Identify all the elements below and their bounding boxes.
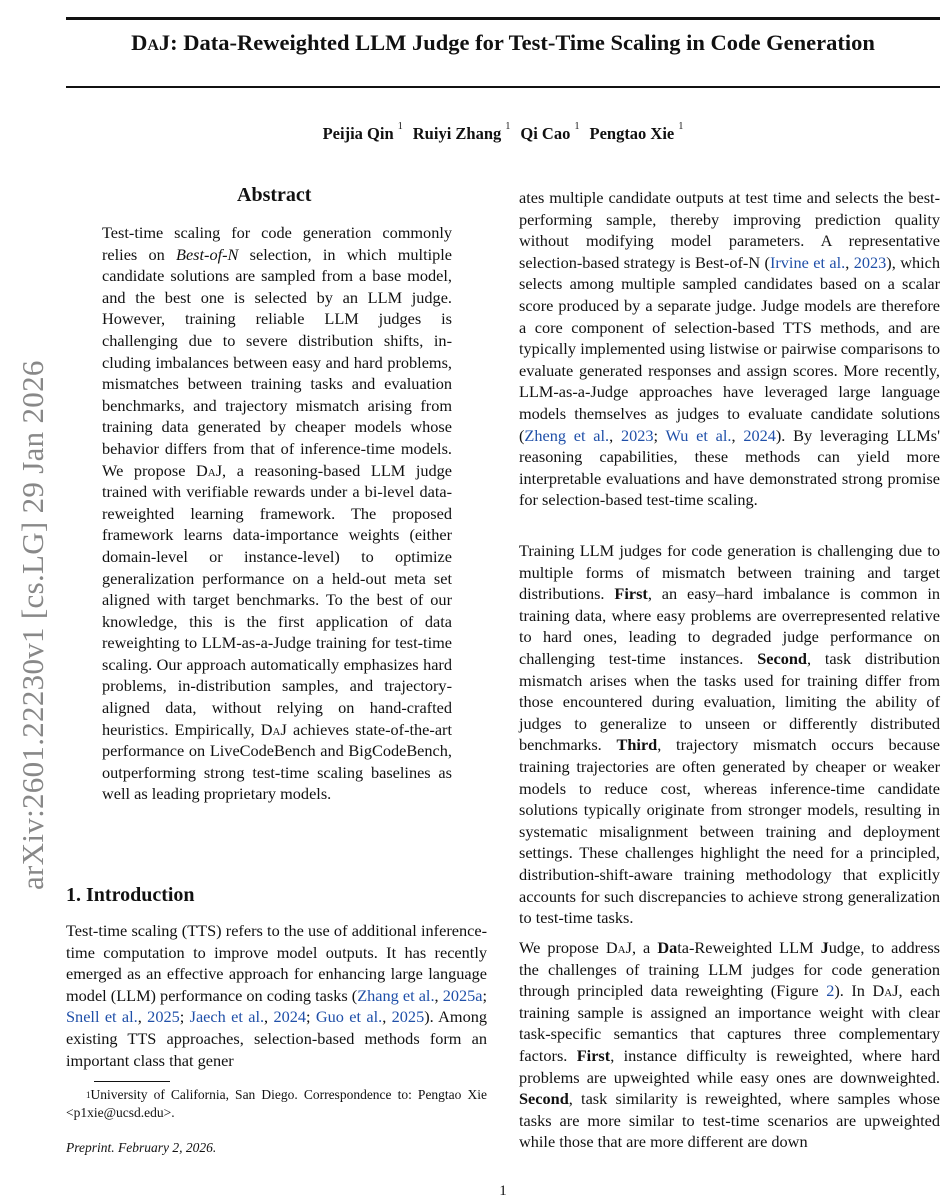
citation-link[interactable]: Snell et al. [66, 1007, 138, 1027]
preprint-note: Preprint. February 2, 2026. [66, 1140, 217, 1155]
footnote-mark: 1 [86, 1090, 91, 1100]
bold-text: First [614, 584, 648, 604]
text-run: We propose [519, 938, 606, 957]
citation-link[interactable]: 2023 [853, 252, 887, 272]
text-run: Test-time scaling for code generation commonly relies on [102, 223, 452, 264]
intro-paragraph [519, 937, 940, 1153]
text-run: , [609, 425, 621, 445]
text-run: ; [482, 985, 488, 1005]
text-run: ; [306, 1007, 316, 1027]
author-name: Qi Cao [520, 124, 571, 143]
citation-link[interactable]: 2024 [743, 425, 776, 445]
citation-link[interactable]: 2023 [620, 425, 654, 445]
text-run: , instance difficulty is reweighted, where hard problems are upweighted while easy ones are downweighted. [519, 1045, 941, 1087]
bold-text: First [576, 1045, 611, 1065]
top-rule [66, 17, 940, 20]
text-run: ; [179, 1007, 190, 1027]
citation-link[interactable]: 2025 [147, 1007, 180, 1027]
bold-text: Third [616, 735, 658, 755]
bold-text: Second [519, 1089, 569, 1109]
introduction-heading: 1. Introduction [66, 884, 195, 906]
text-run: , task distribution mismatch arises when the tasks used for training differ from those encountered during evaluation, limiting the ability of judges to generalize to unseen or differently distributed benchmarks. [519, 648, 940, 755]
intro-paragraph [66, 920, 487, 1071]
author [412, 121, 511, 143]
intro-paragraph [519, 540, 940, 929]
citation-link[interactable]: Zhang et al. [357, 985, 435, 1005]
text-run: ates multiple candidate outputs at test time and selects the best-performing sample, thereby improving prediction quality without modifying model parameters. A representative selection-based strategy is Best-of-N ( [519, 188, 940, 272]
text-run: ). Among existing TTS approaches, selection-based methods form an important class that gener [66, 1007, 487, 1070]
text-run: Test-time scaling (TTS) refers to the use of additional inference-time computation to improve model outputs. It has recently emerged as an effective approach for enhancing large language model (LLM) performance on coding tasks ( [66, 921, 487, 1005]
citation-link[interactable]: 2025 [391, 1007, 425, 1027]
author-list [0, 121, 942, 144]
author-name: Pengtao Xie [589, 124, 675, 143]
text-run: , [264, 1007, 274, 1027]
author-affiliation-mark: 1 [574, 121, 580, 132]
footnote-rule [94, 1081, 170, 1082]
method-name: DaJ [260, 719, 287, 739]
text-run: ). In [834, 981, 873, 1001]
author [589, 121, 684, 143]
citation-link[interactable]: 2 [826, 981, 835, 1001]
text-run: , [434, 985, 443, 1005]
text-run: , an easy–hard imbalance is common in training data, where easy problems are overrepresented relative to hard ones, leading to degraded judge performance on challenging test-time instances. [519, 584, 940, 668]
author-affiliation-mark: 1 [678, 121, 684, 132]
text-run: , [382, 1007, 392, 1027]
abstract-heading: Abstract [237, 184, 312, 206]
text-run: selection, in which multiple candidate solutions are sampled from a base model, and the best one is selected by an LLM judge. However, training reliable LLM judges is challenging due to severe distribution shifts, including imbalances between easy and hard problems, mismatches between training tasks and evaluation benchmarks, and trajectory mismatch arising from training data generated by cheaper models whose behavior differs from that of inference-time models. We propose [102, 244, 453, 480]
text-run: ta-Reweighted LLM [677, 938, 821, 957]
footnote-text: University of California, San Diego. Correspondence to: Pengtao Xie <p1xie@ucsd.edu>. [66, 1087, 487, 1120]
text-run: , [845, 252, 854, 272]
abstract-body [102, 222, 452, 805]
text-run: Training LLM judges for code generation is challenging due to multiple forms of mismatch between training and target distributions. [519, 541, 940, 604]
citation-link[interactable]: Guo et al. [315, 1007, 383, 1027]
citation-link[interactable]: Jaech et al. [189, 1007, 265, 1027]
arxiv-identifier: arXiv:2601.22230v1 [cs.LG] 29 Jan 2026 [15, 360, 50, 890]
text-run: ; [653, 425, 666, 445]
bold-text: Second [757, 648, 807, 668]
method-name: DaJ [872, 981, 899, 1001]
text-run: , a [631, 938, 658, 957]
method-name: DaJ [196, 460, 223, 480]
text-run: ). By leveraging LLMs' reasoning capabilities, these methods can yield more interpretable evaluations and have demonstrated strong promise for selection-based test-time scaling. [519, 425, 940, 510]
citation-link[interactable]: Irvine et al. [769, 252, 846, 272]
citation-link[interactable]: Zheng et al. [524, 425, 610, 445]
citation-link[interactable]: 2025a [442, 985, 483, 1005]
paper-title [66, 30, 940, 56]
text-run: , trajectory mismatch occurs because training trajectories are often generated by cheaper or weaker models to reduce cost, whereas inference-time candidate solutions typically originate from stronger models, resulting in systematic misalignment between training and deployment settings. These challenges highlight the need for a principled, distribution-shift-aware training methodology that explicitly accounts for such discrepancies to achieve strong generalization to test-time tasks. [519, 735, 941, 928]
title-rule [66, 86, 940, 88]
page-number: 1 [499, 1183, 507, 1199]
title-acronym: DaJ [131, 30, 171, 55]
citation-link[interactable]: Wu et al. [665, 425, 732, 445]
text-run: , task similarity is reweighted, where samples whose tasks are more similar to test-time scenarios are upweighted while those that are more different are down [519, 1089, 940, 1152]
bold-text: Da [657, 938, 678, 957]
author-name: Ruiyi Zhang [412, 124, 502, 143]
title-text: : Data-Reweighted LLM Judge for Test-Time Scaling in Code Generation [170, 30, 875, 55]
citation-link[interactable]: 2024 [273, 1007, 307, 1027]
author-affiliation-mark: 1 [397, 121, 403, 132]
text-run: ), which selects among multiple sampled candidates based on a scalar score produced by a separate judge. Judge models are therefore a core component of selection-based TTS methods, and are typically implemented using listwise or pairwise comparisons to evaluate generated responses and assign scores. More recently, LLM-as-a-Judge approaches have leveraged large language models themselves as judges to evaluate candidate solutions ( [519, 252, 940, 445]
text-run: , each training sample is assigned an importance weight with clear task-specific semantics that captures three complementary factors. [519, 981, 940, 1065]
text-run: , a reasoning-based LLM judge trained with verifiable rewards under a bi-level data-reweighted learning framework. The proposed framework learns data-importance weights (either domain-level or instance-level) to optimize generalization performance on a held-out meta set aligned with target benchmarks. To the best of our knowledge, this is the first application of data reweighting to LLM-as-a-Judge training for test-time scaling. Our approach automatically emphasizes hard problems, in-distribution samples, and trajectory-aligned data, without relying on hand-crafted heuristics. Empirically, [102, 460, 452, 739]
text-run: , [137, 1007, 148, 1027]
author [322, 121, 403, 143]
author-affiliation-mark: 1 [505, 121, 511, 132]
intro-paragraph [519, 187, 940, 511]
bold-text: J [820, 938, 829, 957]
footnote [66, 1086, 487, 1122]
text-run: , [731, 425, 744, 445]
author-name: Peijia Qin [322, 124, 394, 143]
text-run: achieves state-of-the-art performance on LiveCodeBench and BigCodeBench, outperforming strong test-time scaling baselines as well as leading proprietary models. [102, 719, 452, 804]
text-run: udge, to address the challenges of training LLM judges for code generation through principled data reweighting (Figure [519, 938, 941, 1001]
italic-text: Best-of-N [176, 244, 239, 264]
author [520, 121, 580, 143]
method-name: DaJ [605, 938, 632, 957]
